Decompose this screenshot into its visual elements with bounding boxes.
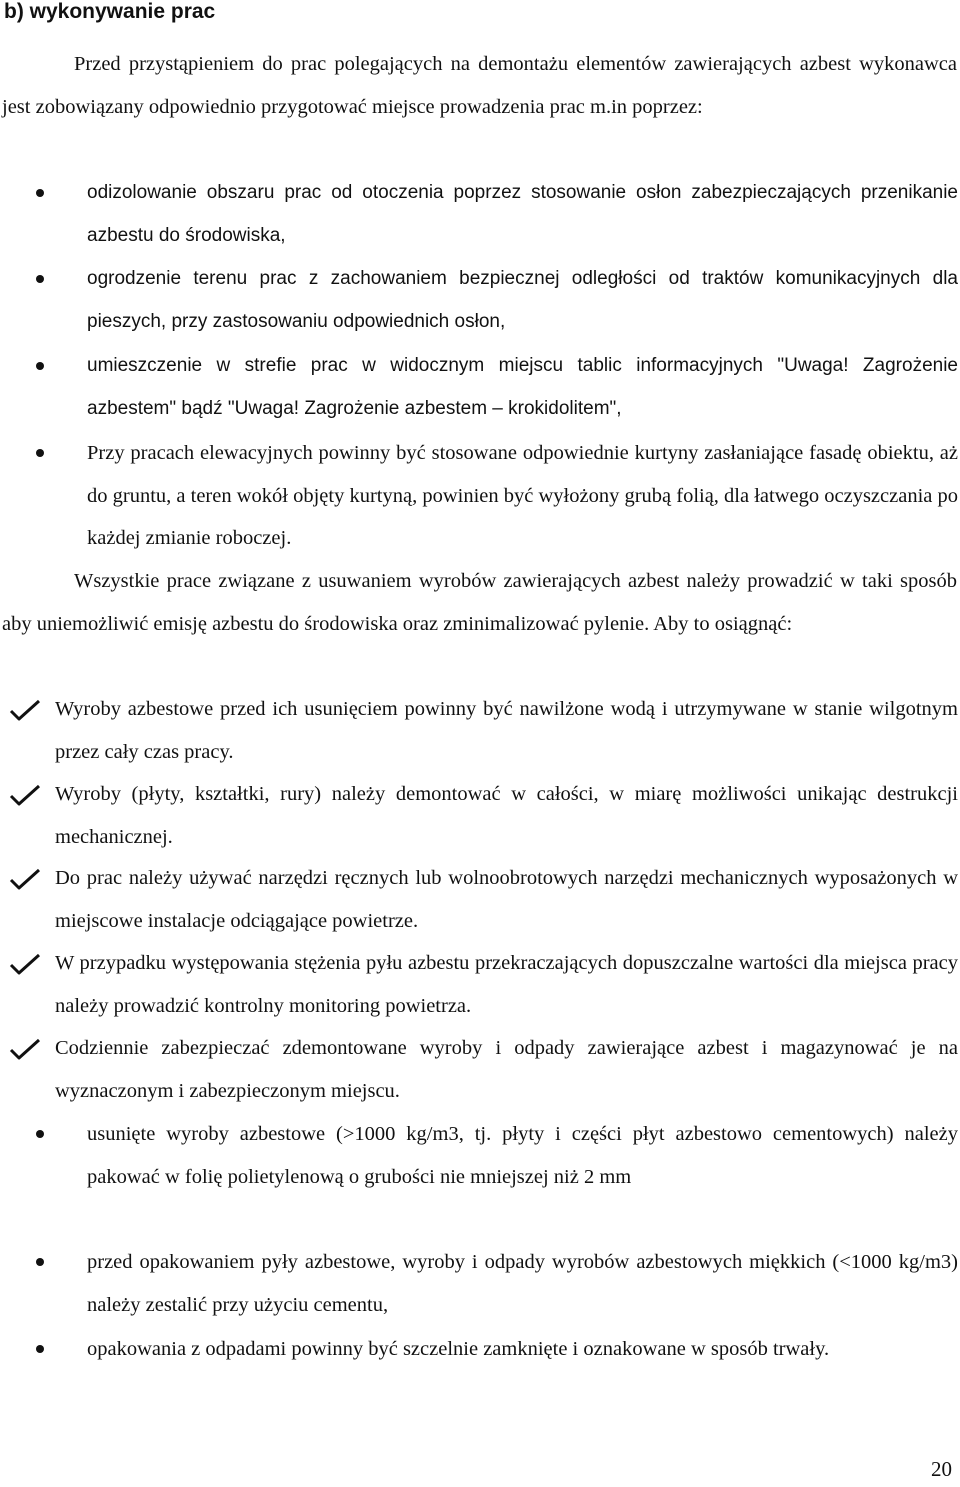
requirement-list-item (0, 942, 958, 1027)
preparation-list-item (0, 172, 958, 257)
checkmark-icon (9, 953, 41, 975)
list-item-text: Wyroby (płyty, kształtki, rury) należy demontować w całości, w miarę możliwości unikając destrukcji mechanicznej. (55, 783, 958, 848)
list-item-text: opakowania z odpadami powinny być szczelnie zamknięte i oznakowane w sposób trwały. (87, 1338, 830, 1360)
list-item-text: odizolowanie obszaru prac od otoczenia poprzez stosowanie osłon zabezpieczających przenikanie azbestu do środowiska, (87, 182, 958, 246)
checkmark-icon (9, 784, 41, 806)
bullet-dot-icon (36, 1258, 44, 1266)
list-item-text: usunięte wyroby azbestowe (>1000 kg/m3, tj. płyty i części płyt azbestowo cementowych) należy pakować w folię polietylenową o grubości nie mniejszej niż 2 mm (87, 1123, 958, 1188)
list-item-text: Do prac należy używać narzędzi ręcznych lub wolnoobrotowych narzędzi mechanicznych wyposażonych w miejscowe instalacje odciągające powietrze. (55, 867, 958, 932)
list-item-text: Wyroby azbestowe przed ich usunięciem powinny być nawilżone wodą i utrzymywane w stanie wilgotnym przez cały czas pracy. (55, 698, 958, 763)
intro-paragraph-text: Przed przystąpieniem do prac polegających na demontażu elementów zawierających azbest wykonawca jest zobowiązany odpowiednio przygotować miejsce prowadzenia prac m.in poprzez: (2, 53, 957, 118)
checkmark-icon (9, 699, 41, 721)
list-item-text: Codziennie zabezpieczać zdemontowane wyroby i odpady zawierające azbest i magazynować je na wyznaczonym i zabezpieczonym miejscu. (55, 1037, 958, 1102)
middle-paragraph-text: Wszystkie prace związane z usuwaniem wyrobów zawierających azbest należy prowadzić w taki sposób aby uniemożliwić emisję azbestu do środowiska oraz zminimalizować pylenie. Aby to osiągnąć: (2, 570, 957, 635)
list-item-text: przed opakowaniem pyły azbestowe, wyroby i odpady wyrobów azbestowych miękkich (<1000 kg/m3) należy zestalić przy użyciu cementu, (87, 1251, 958, 1316)
bullet-dot-icon (36, 1130, 44, 1138)
requirement-list-item (0, 773, 958, 858)
bullet-dot-icon (36, 362, 44, 370)
bullet-dot-icon (36, 189, 44, 197)
section-heading: b) wykonywanie prac (4, 0, 216, 23)
bullet-dot-icon (36, 275, 44, 283)
bullet-dot-icon (36, 449, 44, 457)
packaging-list-item (0, 1113, 958, 1198)
list-item-text: W przypadku występowania stężenia pyłu azbestu przekraczających dopuszczalne wartości dla miejsca pracy należy prowadzić kontrolny monitoring powietrza. (55, 952, 958, 1017)
packaging-list-item (0, 1328, 958, 1371)
requirement-list-item (0, 1027, 958, 1112)
packaging-list-item (0, 1241, 958, 1326)
preparation-list-item (0, 432, 958, 560)
requirement-list-item (0, 688, 958, 773)
list-item-text: Przy pracach elewacyjnych powinny być stosowane odpowiednie kurtyny zasłaniające fasadę obiektu, aż do gruntu, a teren wokół objęty kurtyną, powinien być wyłożony grubą folią, dla łatwego oczyszczania po każdej zmianie roboczej. (87, 442, 958, 550)
intro-paragraph (2, 43, 957, 128)
requirement-list-item (0, 857, 958, 942)
checkmark-icon (9, 868, 41, 890)
bullet-dot-icon (36, 1345, 44, 1353)
preparation-list-item (0, 258, 958, 343)
list-item-text: umieszczenie w strefie prac w widocznym miejscu tablic informacyjnych "Uwaga! Zagrożenie azbestem" bądź "Uwaga! Zagrożenie azbestem – krokidolitem", (87, 355, 958, 419)
page-number: 20 (931, 1457, 952, 1481)
preparation-list-item (0, 345, 958, 430)
middle-paragraph (2, 560, 957, 645)
checkmark-icon (9, 1038, 41, 1060)
list-item-text: ogrodzenie terenu prac z zachowaniem bezpiecznej odległości od traktów komunikacyjnych dla pieszych, przy zastosowaniu odpowiednich osłon, (87, 268, 958, 332)
